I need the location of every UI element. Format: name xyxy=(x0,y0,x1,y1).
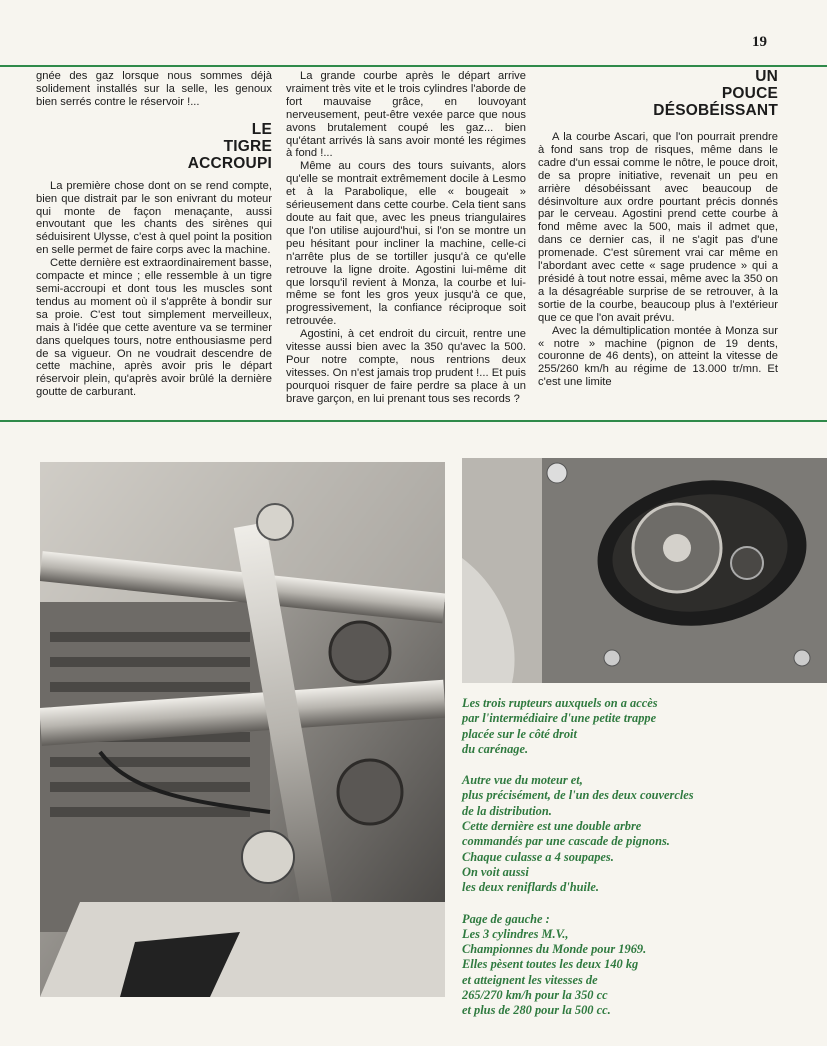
section-heading-tigre: LE TIGRE ACCROUPI xyxy=(187,120,272,172)
column-1 xyxy=(36,70,272,399)
caption-engine: Autre vue du moteur et, plus précisément, de l'un des deux couvercles de la distribution. Cette dernière est une double arbre commandés par une cascade de pignons. Chaque culasse a 4 soupapes. On voit aussi les deux reniflards d'huile. xyxy=(462,773,694,895)
column-1-lead: gnée des gaz lorsque nous sommes déjà solidement installés sur la selle, les genoux bien serrés contre le réservoir !... xyxy=(36,70,272,108)
captions xyxy=(462,696,762,1029)
section-heading-pouce: UN POUCE DÉSOBÉISSANT xyxy=(653,68,778,119)
paragraph: Avec la démultiplication montée à Monza sur « notre » machine (pignon de 19 dents, couronne de 46 dents), on atteint la vitesse de 255/260 km/h au régime de 13.000 tr/mn. Et c'est une limite xyxy=(538,324,778,389)
caption-ignition: Les trois rupteurs auxquels on a accès par l'intermédiaire d'une petite trappe placée sur le côté droit du carénage. xyxy=(462,696,658,756)
paragraph: La première chose dont on se rend compte, bien que distrait par le son enivrant du moteur qui monte de façon menaçante, aussi envoutant que les chants des sirènes qui séduisirent Ulysse, c'est à quel point la position en selle permet de faire corps avec la machine. xyxy=(36,179,272,257)
bottom-rule xyxy=(0,420,827,422)
paragraph: La grande courbe après le départ arrive vraiment très vite et le trois cylindres l'aborde de fort mauvaise grâce, en louvoyant nerveusement, peut-être vexée parce que nous avons brutalement coupé les gaz... bien qu'étant arrivés là sans avoir monté les régimes à fond !... xyxy=(286,70,526,160)
paragraph: Cette dernière est extraordinairement basse, compacte et mince ; elle ressemble à un tigre semi-accroupi et dont tous les muscles sont tendus au moment où il s'apprête à bondir sur sa proie. C'est tout simplement merveilleux, mais à l'idée que cette aventure va se terminer dans quelques tours, notre enthousiasme perd de sa vigueur. On ne voudrait descendre de cette machine, après avoir pris le départ réservoir plein, qu'après avoir brûlé la dernière goutte de carburant. xyxy=(36,257,272,399)
engine-photo xyxy=(40,462,445,997)
ignition-photo-illustration xyxy=(462,458,827,683)
paragraph: Agostini, à cet endroit du circuit, rentre une vitesse aussi bien avec la 350 qu'avec la 500. Pour notre compte, nous rentrions deux vitesses. On n'est jamais trop prudent !... Et puis pourquoi risquer de faire perdre sa place à un brave garçon, en lui prenant tous ses records ? xyxy=(286,328,526,405)
column-2 xyxy=(286,70,526,406)
column-3 xyxy=(538,68,778,389)
engine-photo-illustration xyxy=(40,462,445,997)
top-rule xyxy=(0,65,827,67)
paragraph: A la courbe Ascari, que l'on pourrait prendre à fond sans trop de risques, même dans le cadre d'un essai comme le nôtre, le pouce droit, de sa propre initiative, revenait un peu en arrière désobéissant avec beaucoup de désinvolture aux ordre pourtant précis donnés par le cerveau. Agostini prend cette courbe à fond même avec la 500, mais il admet que, dans ce dernier cas, il ne s'agit pas d'une promenade. C'est sûrement vrai car même en l'abordant avec cette « sage prudence » qui a présidé à tout notre essai, même avec la 350 on a la désagréable surprise de se retrouver, à la sortie de la courbe, beaucoup plus à l'extérieur que ce que l'on avait prévu. xyxy=(538,131,778,324)
paragraph: Même au cours des tours suivants, alors qu'elle se montrait extrêmement docile à Lesmo et à la Parabolique, elle « bougeait » sérieusement dans cette courbe. Cela tient sans doute au fait que, avec les pneus triangulaires que l'on utilise aujourd'hui, si l'on se montre un peu hésitant pour incliner la machine, celle-ci n'arrête plus de se tortiller jusqu'à ce qu'elle retrouve la ligne droite. Agostini lui-même dit que lorsqu'il revient à Monza, la courbe et lui-même se font les gros yeux jusqu'à ce que, progressivement, la confiance réciproque soit retrouvée. xyxy=(286,160,526,328)
page-number: 19 xyxy=(752,34,767,50)
caption-left-page: Page de gauche : Les 3 cylindres M.V., Championnes du Monde pour 1969. Elles pèsent toutes les deux 140 kg et atteignent les vitesses de 265/270 km/h pour la 350 cc et plus de 280 pour la 500 cc. xyxy=(462,911,647,1018)
ignition-photo xyxy=(462,458,827,683)
